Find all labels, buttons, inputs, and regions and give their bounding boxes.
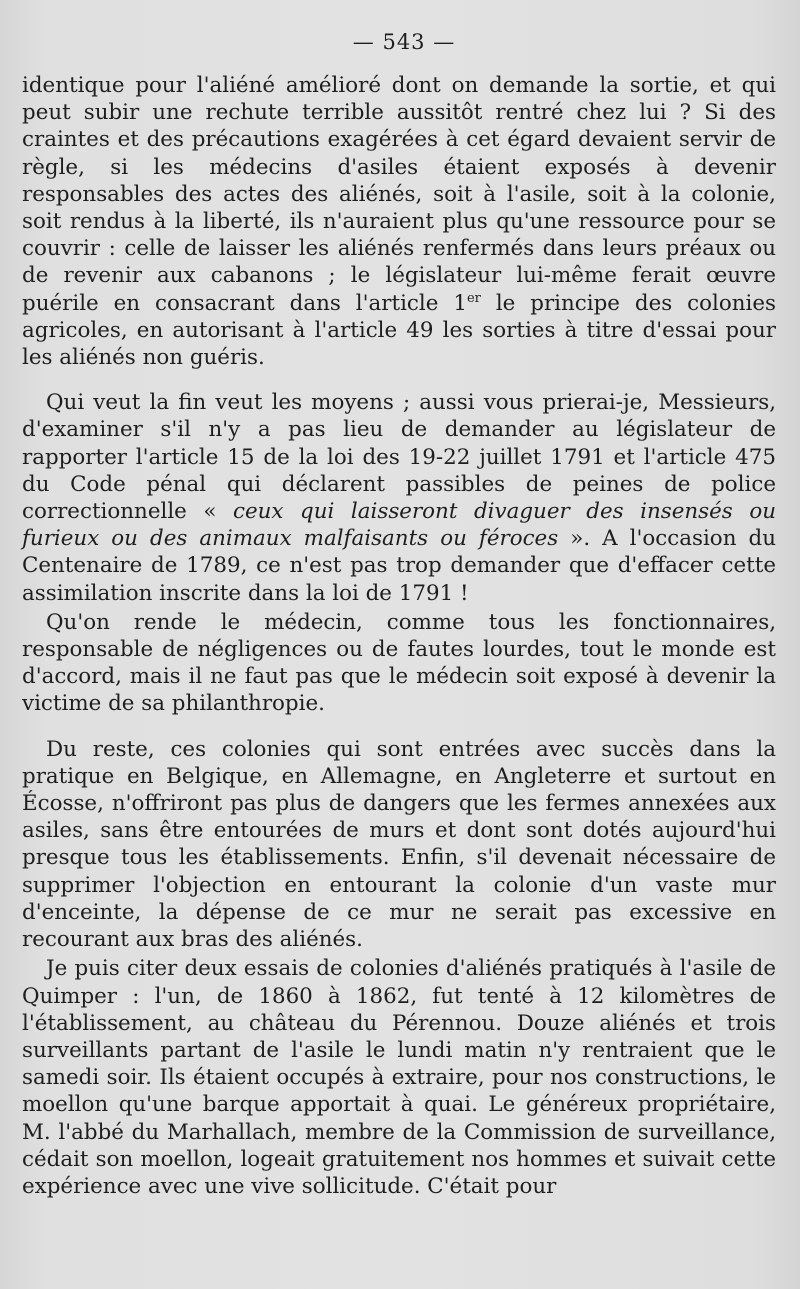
paragraph-legislation <box>22 389 776 607</box>
paragraph-colonies-abroad: Du reste, ces colonies qui sont entrées avec succès dans la pratique en Belgique, en Allemagne, en Angleterre et surtout en Écosse, n'offriront pas plus de dangers que les fermes annexées aux asiles, sans être entourées de murs et dont sont dotés aujourd'hui presque tous les établissements. Enfin, s'il devenait nécessaire de supprimer l'objection en entourant la colonie d'un vaste mur d'enceinte, la dépense de ce mur ne serait pas excessive en recourant aux bras des aliénés. <box>22 736 776 953</box>
page-number: — 543 — <box>352 30 456 54</box>
paragraph-quimper-experiments: Je puis citer deux essais de colonies d'aliénés pratiqués à l'asile de Quimper : l'un, de 1860 à 1862, fut tenté à 12 kilomètres de l'établissement, au château du Pérennou. Douze aliénés et trois surveillants partant de l'asile le lundi matin n'y rentraient que le samedi soir. Ils étaient occupés à extraire, pour nos constructions, le moellon qu'une barque apportait à quai. Le généreux propriétaire, M. l'abbé du Marhallach, membre de la Commission de surveillance, cédait son moellon, logeait gratuitement nos hommes et suivait cette expérience avec une vive sollicitude. C'était pour <box>22 956 776 1199</box>
ordinal-superscript: er <box>466 290 481 306</box>
paragraph-physician-responsibility: Qu'on rende le médecin, comme tous les fonctionnaires, responsable de négligences ou de fautes lourdes, tout le monde est d'accord, mais il ne faut pas que le médecin soit exposé à devenir la victime de sa philanthropie. <box>22 609 776 717</box>
paragraph-continuation <box>22 72 776 371</box>
paragraph-1-text-a: identique pour l'aliéné amélioré dont on demande la sortie, et qui peut subir une rechute terrible aussitôt rentré chez lui ? Si des craintes et des précautions exagérées à cet égard devaient servir de règle, si les médecins d'asiles étaient exposés à devenir responsables des actes des aliénés, soit à l'asile, soit à la colonie, soit rendus à la liberté, ils n'auraient plus qu'une ressource pour se couvrir : celle de laisser les aliénés renfermés dans leurs préaux ou de revenir aux cabanons ; le législateur lui-même ferait œuvre puérile en consacrant dans l'article 1 <box>22 73 776 316</box>
paragraph-2-text-b: ». A l'occasion du Centenaire de 1789, ce n'est pas trop demander que d'effacer cette assimilation inscrite dans la loi de 1791 ! <box>22 526 776 606</box>
paragraph-1-text-b: le principe des colonies agricoles, en autorisant à l'article 49 les sorties à titre d'essai pour les aliénés non guéris. <box>22 290 776 371</box>
paragraph-2-text-a: Qui veut la fin veut les moyens ; aussi vous prierai-je, Messieurs, d'examiner s'il n'y a pas lieu de demander au législateur de rapporter l'article 15 de la loi des 19-22 juillet 1791 et l'article 475 du Code pénal qui déclarent passibles de peines de police correctionnelle « <box>22 390 776 525</box>
legal-quotation: ceux qui laisseront divaguer des insensés ou furieux ou des animaux malfaisants ou féroces <box>22 499 776 552</box>
